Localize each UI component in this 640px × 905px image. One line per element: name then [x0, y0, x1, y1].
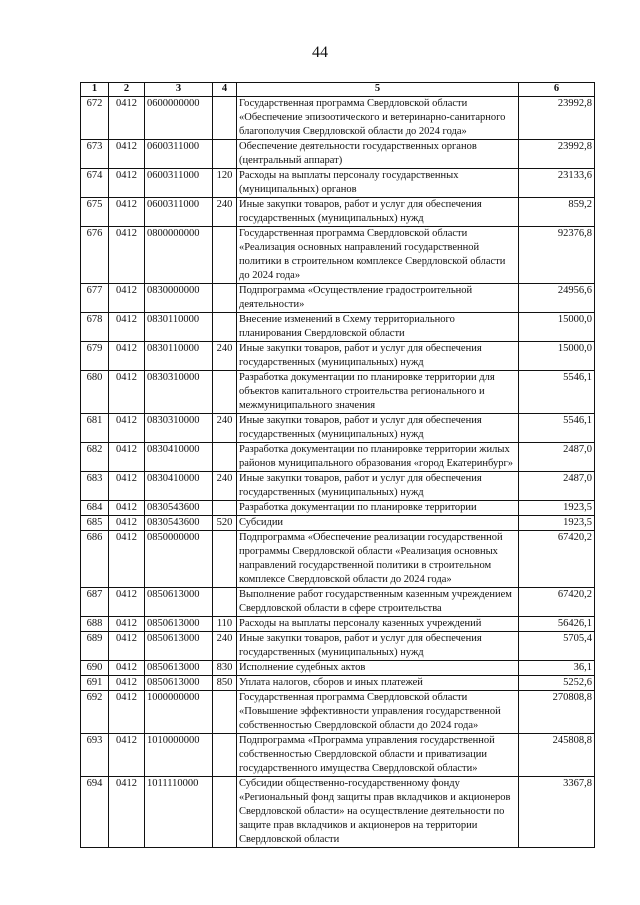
- header-col-5: 5: [237, 83, 519, 97]
- header-col-2: 2: [109, 83, 145, 97]
- expense-type-cell: 830: [213, 661, 237, 676]
- expense-type-cell: [213, 501, 237, 516]
- target-code-cell: 0600311000: [145, 198, 213, 227]
- section-cell: 0412: [109, 501, 145, 516]
- expense-type-cell: 240: [213, 342, 237, 371]
- target-code-cell: 0800000000: [145, 227, 213, 284]
- table-row: [81, 661, 595, 676]
- expense-type-cell: 240: [213, 414, 237, 443]
- target-code-cell: 0600311000: [145, 140, 213, 169]
- amount-cell: 1923,5: [519, 516, 595, 531]
- section-cell: 0412: [109, 313, 145, 342]
- expense-type-cell: [213, 734, 237, 777]
- header-col-3: 3: [145, 83, 213, 97]
- row-number-cell: 694: [81, 777, 109, 848]
- row-number-cell: 677: [81, 284, 109, 313]
- row-number-cell: 672: [81, 97, 109, 140]
- table-row: [81, 284, 595, 313]
- target-code-cell: 0850613000: [145, 661, 213, 676]
- target-code-cell: 0830310000: [145, 371, 213, 414]
- expense-type-cell: [213, 691, 237, 734]
- amount-cell: 2487,0: [519, 472, 595, 501]
- row-number-cell: 683: [81, 472, 109, 501]
- table-row: [81, 140, 595, 169]
- header-col-4: 4: [213, 83, 237, 97]
- item-name-cell: Государственная программа Свердловской области «Обеспечение эпизоотического и ветеринарно-санитарного благополучия Свердловской области до 2024 года»: [237, 97, 519, 140]
- target-code-cell: 0600311000: [145, 169, 213, 198]
- amount-cell: 36,1: [519, 661, 595, 676]
- table-row: [81, 531, 595, 588]
- row-number-cell: 681: [81, 414, 109, 443]
- section-cell: 0412: [109, 140, 145, 169]
- amount-cell: 270808,8: [519, 691, 595, 734]
- amount-cell: 859,2: [519, 198, 595, 227]
- row-number-cell: 674: [81, 169, 109, 198]
- item-name-cell: Подпрограмма «Обеспечение реализации государственной программы Свердловской области «Реализация основных направлений государственной политики в строительном комплексе Свердловской области до 2024 года»: [237, 531, 519, 588]
- table-row: [81, 691, 595, 734]
- table-row: [81, 443, 595, 472]
- target-code-cell: 0850000000: [145, 531, 213, 588]
- target-code-cell: 0830110000: [145, 313, 213, 342]
- table-row: [81, 414, 595, 443]
- section-cell: 0412: [109, 734, 145, 777]
- header-col-6: 6: [519, 83, 595, 97]
- target-code-cell: 0830310000: [145, 414, 213, 443]
- row-number-cell: 684: [81, 501, 109, 516]
- target-code-cell: 0830543600: [145, 516, 213, 531]
- item-name-cell: Расходы на выплаты персоналу государственных (муниципальных) органов: [237, 169, 519, 198]
- row-number-cell: 673: [81, 140, 109, 169]
- expense-type-cell: [213, 531, 237, 588]
- amount-cell: 56426,1: [519, 617, 595, 632]
- item-name-cell: Подпрограмма «Программа управления государственной собственностью Свердловской области и приватизации государственного имущества Свердловской области»: [237, 734, 519, 777]
- amount-cell: 67420,2: [519, 588, 595, 617]
- section-cell: 0412: [109, 661, 145, 676]
- target-code-cell: 0830543600: [145, 501, 213, 516]
- table-row: [81, 632, 595, 661]
- expense-type-cell: [213, 588, 237, 617]
- target-code-cell: 0850613000: [145, 617, 213, 632]
- item-name-cell: Исполнение судебных актов: [237, 661, 519, 676]
- target-code-cell: 1010000000: [145, 734, 213, 777]
- amount-cell: 5252,6: [519, 676, 595, 691]
- item-name-cell: Подпрограмма «Осуществление градостроительной деятельности»: [237, 284, 519, 313]
- section-cell: 0412: [109, 227, 145, 284]
- item-name-cell: Обеспечение деятельности государственных органов (центральный аппарат): [237, 140, 519, 169]
- section-cell: 0412: [109, 371, 145, 414]
- table-row: [81, 371, 595, 414]
- table-header-row: [81, 83, 595, 97]
- row-number-cell: 682: [81, 443, 109, 472]
- row-number-cell: 679: [81, 342, 109, 371]
- table-row: [81, 777, 595, 848]
- amount-cell: 3367,8: [519, 777, 595, 848]
- expense-type-cell: 240: [213, 632, 237, 661]
- item-name-cell: Разработка документации по планировке территории жилых районов муниципального образования «город Екатеринбург»: [237, 443, 519, 472]
- item-name-cell: Иные закупки товаров, работ и услуг для обеспечения государственных (муниципальных) нужд: [237, 472, 519, 501]
- amount-cell: 23133,6: [519, 169, 595, 198]
- section-cell: 0412: [109, 676, 145, 691]
- expense-type-cell: 850: [213, 676, 237, 691]
- target-code-cell: 0850613000: [145, 632, 213, 661]
- target-code-cell: 0830410000: [145, 443, 213, 472]
- section-cell: 0412: [109, 443, 145, 472]
- expense-type-cell: [213, 227, 237, 284]
- expense-type-cell: [213, 97, 237, 140]
- item-name-cell: Иные закупки товаров, работ и услуг для обеспечения государственных (муниципальных) нужд: [237, 414, 519, 443]
- expense-type-cell: 110: [213, 617, 237, 632]
- row-number-cell: 678: [81, 313, 109, 342]
- table-row: [81, 734, 595, 777]
- expense-type-cell: [213, 140, 237, 169]
- expense-type-cell: 240: [213, 472, 237, 501]
- section-cell: 0412: [109, 97, 145, 140]
- row-number-cell: 689: [81, 632, 109, 661]
- section-cell: 0412: [109, 691, 145, 734]
- section-cell: 0412: [109, 617, 145, 632]
- amount-cell: 67420,2: [519, 531, 595, 588]
- amount-cell: 23992,8: [519, 140, 595, 169]
- target-code-cell: 0830000000: [145, 284, 213, 313]
- amount-cell: 24956,6: [519, 284, 595, 313]
- section-cell: 0412: [109, 414, 145, 443]
- row-number-cell: 676: [81, 227, 109, 284]
- amount-cell: 245808,8: [519, 734, 595, 777]
- table-row: [81, 97, 595, 140]
- row-number-cell: 680: [81, 371, 109, 414]
- target-code-cell: 0830110000: [145, 342, 213, 371]
- budget-table: [80, 82, 595, 848]
- page-number: 44: [312, 44, 328, 61]
- item-name-cell: Разработка документации по планировке территории для объектов капитального строительства регионального и межмуниципального значения: [237, 371, 519, 414]
- expense-type-cell: [213, 371, 237, 414]
- expense-type-cell: [213, 313, 237, 342]
- row-number-cell: 686: [81, 531, 109, 588]
- item-name-cell: Иные закупки товаров, работ и услуг для обеспечения государственных (муниципальных) нужд: [237, 632, 519, 661]
- section-cell: 0412: [109, 342, 145, 371]
- item-name-cell: Расходы на выплаты персоналу казенных учреждений: [237, 617, 519, 632]
- expense-type-cell: 520: [213, 516, 237, 531]
- section-cell: 0412: [109, 632, 145, 661]
- amount-cell: 15000,0: [519, 342, 595, 371]
- expense-type-cell: 120: [213, 169, 237, 198]
- row-number-cell: 691: [81, 676, 109, 691]
- target-code-cell: 1011110000: [145, 777, 213, 848]
- amount-cell: 5546,1: [519, 414, 595, 443]
- section-cell: 0412: [109, 198, 145, 227]
- table-row: [81, 617, 595, 632]
- amount-cell: 92376,8: [519, 227, 595, 284]
- target-code-cell: 1000000000: [145, 691, 213, 734]
- section-cell: 0412: [109, 284, 145, 313]
- section-cell: 0412: [109, 531, 145, 588]
- amount-cell: 5546,1: [519, 371, 595, 414]
- target-code-cell: 0850613000: [145, 676, 213, 691]
- table-row: [81, 472, 595, 501]
- section-cell: 0412: [109, 169, 145, 198]
- item-name-cell: Субсидии общественно-государственному фонду «Региональный фонд защиты прав вкладчиков и акционеров Свердловской области» на осуществление деятельности по защите прав вкладчиков и акционеров на территории Свердловской области: [237, 777, 519, 848]
- item-name-cell: Государственная программа Свердловской области «Реализация основных направлений государственной политики в строительном комплексе Свердловской области до 2024 года»: [237, 227, 519, 284]
- target-code-cell: 0830410000: [145, 472, 213, 501]
- table-row: [81, 198, 595, 227]
- section-cell: 0412: [109, 588, 145, 617]
- expense-type-cell: [213, 777, 237, 848]
- row-number-cell: 693: [81, 734, 109, 777]
- row-number-cell: 685: [81, 516, 109, 531]
- item-name-cell: Разработка документации по планировке территории: [237, 501, 519, 516]
- table-row: [81, 501, 595, 516]
- amount-cell: 15000,0: [519, 313, 595, 342]
- table-row: [81, 313, 595, 342]
- row-number-cell: 675: [81, 198, 109, 227]
- section-cell: 0412: [109, 472, 145, 501]
- table-row: [81, 342, 595, 371]
- amount-cell: 2487,0: [519, 443, 595, 472]
- table-row: [81, 227, 595, 284]
- item-name-cell: Иные закупки товаров, работ и услуг для обеспечения государственных (муниципальных) нужд: [237, 198, 519, 227]
- item-name-cell: Внесение изменений в Схему территориального планирования Свердловской области: [237, 313, 519, 342]
- expense-type-cell: [213, 443, 237, 472]
- item-name-cell: Субсидии: [237, 516, 519, 531]
- item-name-cell: Иные закупки товаров, работ и услуг для обеспечения государственных (муниципальных) нужд: [237, 342, 519, 371]
- table-row: [81, 588, 595, 617]
- row-number-cell: 688: [81, 617, 109, 632]
- section-cell: 0412: [109, 516, 145, 531]
- amount-cell: 5705,4: [519, 632, 595, 661]
- item-name-cell: Государственная программа Свердловской области «Повышение эффективности управления государственной собственностью Свердловской области до 2024 года»: [237, 691, 519, 734]
- table-row: [81, 516, 595, 531]
- item-name-cell: Выполнение работ государственным казенным учреждением Свердловской области в сфере строительства: [237, 588, 519, 617]
- target-code-cell: 0850613000: [145, 588, 213, 617]
- amount-cell: 1923,5: [519, 501, 595, 516]
- header-col-1: 1: [81, 83, 109, 97]
- table-row: [81, 676, 595, 691]
- amount-cell: 23992,8: [519, 97, 595, 140]
- target-code-cell: 0600000000: [145, 97, 213, 140]
- row-number-cell: 692: [81, 691, 109, 734]
- expense-type-cell: 240: [213, 198, 237, 227]
- expense-type-cell: [213, 284, 237, 313]
- table-row: [81, 169, 595, 198]
- item-name-cell: Уплата налогов, сборов и иных платежей: [237, 676, 519, 691]
- row-number-cell: 690: [81, 661, 109, 676]
- row-number-cell: 687: [81, 588, 109, 617]
- section-cell: 0412: [109, 777, 145, 848]
